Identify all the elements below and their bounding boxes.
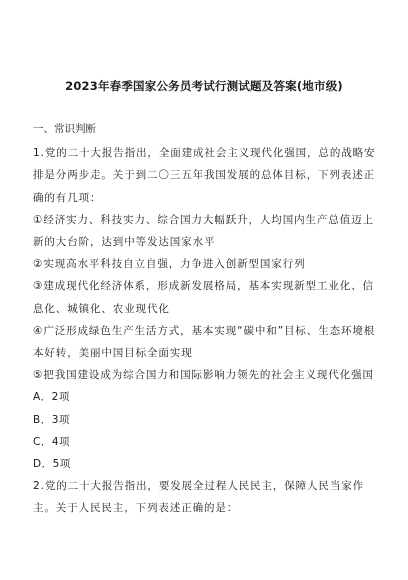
question-1-option-2: ②实现高水平科技自立自强，力争进入创新型国家行列	[33, 258, 306, 271]
question-1-choice-d: D．5项	[33, 458, 71, 471]
document-title: 2023年春季国家公务员考试行测试题及答案(地市级)	[65, 79, 343, 93]
document-body	[33, 118, 381, 520]
question-2-stem: 2.党的二十大报告指出，要发展全过程人民民主，保障人民当家作主。关于人民民主，下列表述正确的是：	[33, 480, 365, 515]
question-1-stem: 1.党的二十大报告指出，全面建成社会主义现代化强国，总的战略安排是分两步走。关于到二〇三五年我国发展的总体目标，下列表述正确的有几项：	[33, 147, 376, 204]
section-heading: 一、常识判断	[33, 123, 96, 135]
question-1-option-3: ③建成现代化经济体系，形成新发展格局，基本实现新型工业化、信息化、城镇化、农业现代化	[33, 280, 374, 315]
question-1-option-4: ④广泛形成绿色生产生活方式，基本实现“碳中和”目标、生态环境根本好转，美丽中国目标全面实现	[33, 324, 376, 360]
question-1-choice-c: C．4项	[33, 435, 71, 448]
question-1-choice-b: B．3项	[33, 413, 70, 426]
question-1-option-5: ⑤把我国建设成为综合国力和国际影响力领先的社会主义现代化强国	[33, 369, 374, 382]
question-1-option-1: ①经济实力、科技实力、综合国力大幅跃升，人均国内生产总值迈上新的大台阶，达到中等发达国家水平	[33, 213, 374, 249]
question-1-choice-a: A．2项	[33, 391, 70, 404]
